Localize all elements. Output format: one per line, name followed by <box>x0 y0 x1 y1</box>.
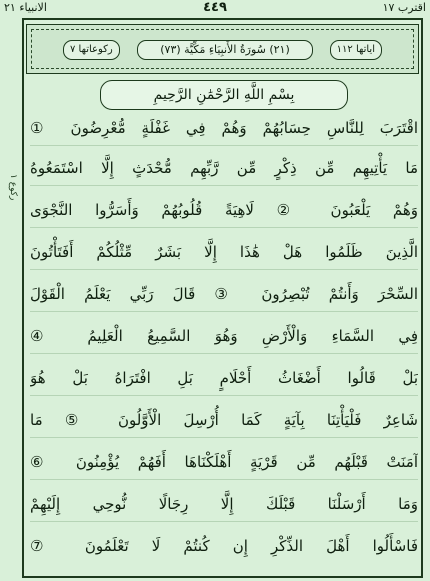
verse-line-4: الَّذِينَ ظَلَمُوا هَلْ هَٰذَا إِلَّا بَشَرٌ مِّثْلُكُمْ أَفَتَأْتُونَ <box>30 236 418 270</box>
margin-ruku-note: رکوع ١ <box>8 173 18 200</box>
verse-line-6: فِي السَّمَاءِ وَالْأَرْضِ وَهُوَ السَّمِيعُ الْعَلِيمُ ④ <box>30 320 418 354</box>
ruku-count-chip: ركوعاتها ٧ <box>63 40 120 60</box>
page-header <box>0 0 430 18</box>
verse-line-3: وَهُمْ يَلْعَبُونَ ② لَاهِيَةً قُلُوبُهُمْ وَأَسَرُّوا النَّجْوَى <box>30 194 418 228</box>
basmala: بِسْمِ اللَّهِ الرَّحْمَٰنِ الرَّحِيمِ <box>100 80 348 110</box>
verse-line-5: السِّحْرَ وَأَنتُمْ تُبْصِرُونَ ③ قَالَ رَبِّي يَعْلَمُ الْقَوْلَ <box>30 278 418 312</box>
verse-line-8: شَاعِرٌ فَلْيَأْتِنَا بِآيَةٍ كَمَا أُرْسِلَ الْأَوَّلُونَ ⑤ مَا <box>30 404 418 438</box>
verse-line-11: فَاسْأَلُوا أَهْلَ الذِّكْرِ إِن كُنتُمْ لَا تَعْلَمُونَ ⑦ <box>30 537 418 555</box>
verse-line-9: آمَنَتْ قَبْلَهُم مِّن قَرْيَةٍ أَهْلَكْنَاهَا أَفَهُمْ يُؤْمِنُونَ ⑥ <box>30 446 418 480</box>
verse-line-2: مَا يَأْتِيهِم مِّن ذِكْرٍ مِّن رَّبِّهِم مُّحْدَثٍ إِلَّا اسْتَمَعُوهُ <box>30 152 418 186</box>
ayah-count-chip: اياتها ١١٢ <box>330 40 382 60</box>
header-surah-name: الانبياء ٢١ <box>4 1 47 14</box>
verse-line-10: وَمَا أَرْسَلْنَا قَبْلَكَ إِلَّا رِجَالًا نُّوحِي إِلَيْهِمْ <box>30 488 418 522</box>
verse-line-1: اقْتَرَبَ لِلنَّاسِ حِسَابُهُمْ وَهُمْ فِي غَفْلَةٍ مُّعْرِضُونَ ① <box>30 112 418 146</box>
surah-banner <box>26 24 419 74</box>
page-number: ٤٤٩ <box>203 0 227 15</box>
surah-title: (٢١) سُورَةُ الأَنبِيَاءِ مَكِّيَّة (٧٣) <box>137 40 313 60</box>
verse-line-7: بَلْ قَالُوا أَضْغَاثُ أَحْلَامٍ بَلِ افْتَرَاهُ بَلْ هُوَ <box>30 362 418 396</box>
header-juz-name: اقترب ١٧ <box>382 1 426 14</box>
